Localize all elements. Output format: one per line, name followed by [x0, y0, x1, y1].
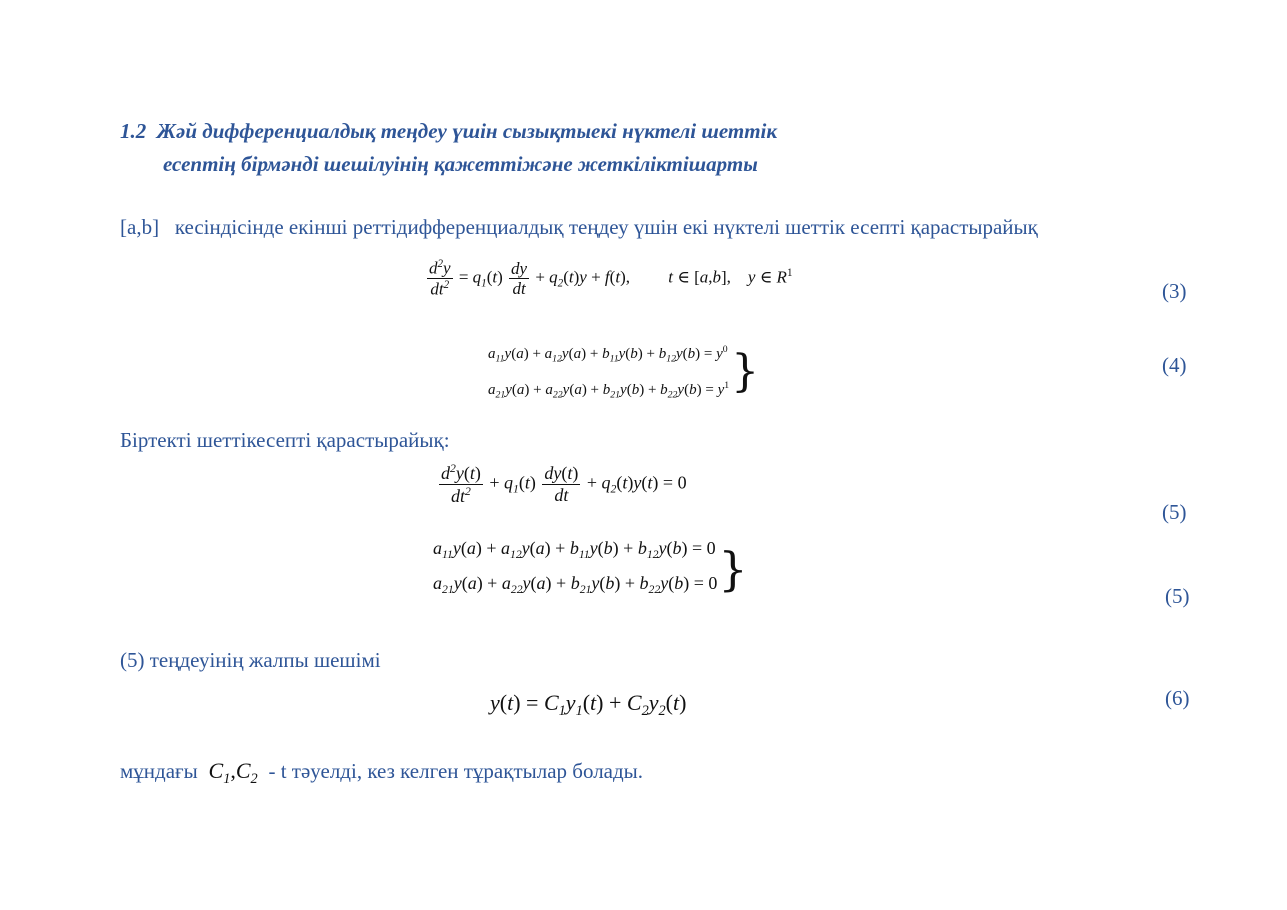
right-brace-icon: } [718, 542, 748, 597]
constants-note [120, 758, 643, 788]
intro-text: кесіндісінде екінші реттідифференциалдық теңдеу үшін екі нүктелі шеттік есепті қарастырайық [174, 215, 1038, 239]
equation-number-4: (4) [1162, 353, 1187, 377]
homogeneous-intro: Біртекті шеттікесепті қарастырайық: [120, 428, 450, 452]
constants-note-suffix: - t тәуелді, кез келген тұрақтылар болады. [268, 759, 644, 783]
section-title-line2: есептің бірмәнді шешілуінің қажеттіжәне жеткіліктішарты [163, 152, 758, 176]
interval-label: [a,b] [120, 215, 160, 239]
right-brace-icon: } [731, 346, 760, 398]
constants-note-prefix: мұндағы [120, 759, 198, 783]
equation-6: $y(t) = C_1y_1(t) + C_2y_2(t)$ [490, 690, 687, 719]
section-title-line1: Жәй дифференциалдық теңдеу үшін сызықтыекі нүктелі шеттік [156, 119, 778, 143]
equation-number-6: (6) [1165, 686, 1190, 710]
equation-4: $a_{11}y(a) + a_{12}y(a) + b_{11}y(b) + b_{12}y(b) = y^0$ $a_{21}y(a) + a_{22}y(a) + b_{21}y(b) + b_{22}y(b) = y^1$ } [488, 344, 760, 401]
intro-paragraph [120, 215, 1038, 240]
equation-3: $\frac{d^2y}{dt^2}$ = $q_1(t)$ $\frac{dy}{dt}$ + $q_2(t)y + f(t)$, t ∈ [a,b], y ∈ $R^1$ [429, 258, 793, 299]
equation-number-3: (3) [1162, 279, 1187, 303]
general-solution-intro: (5) теңдеуінің жалпы шешімі [120, 648, 381, 672]
section-heading [120, 116, 777, 146]
constants-symbols: $C_1,C_2$ [203, 758, 258, 787]
equation-5-boundary: $a_{11}y(a) + a_{12}y(a) + b_{11}y(b) + b_{12}y(b) = 0$ $a_{21}y(a) + a_{22}y(a) + b_{21}y(b) + b_{22}y(b) = 0$ } [433, 538, 748, 597]
equation-number-5a: (5) [1162, 500, 1187, 524]
equation-number-5b: (5) [1165, 584, 1190, 608]
equation-5-ode: $\frac{d^2y(t)}{dt^2}$ + $q_1(t)$ $\frac{dy(t)}{dt}$ + $q_2(t)y(t) = 0$ [441, 462, 687, 506]
section-number: 1.2 [120, 119, 147, 143]
